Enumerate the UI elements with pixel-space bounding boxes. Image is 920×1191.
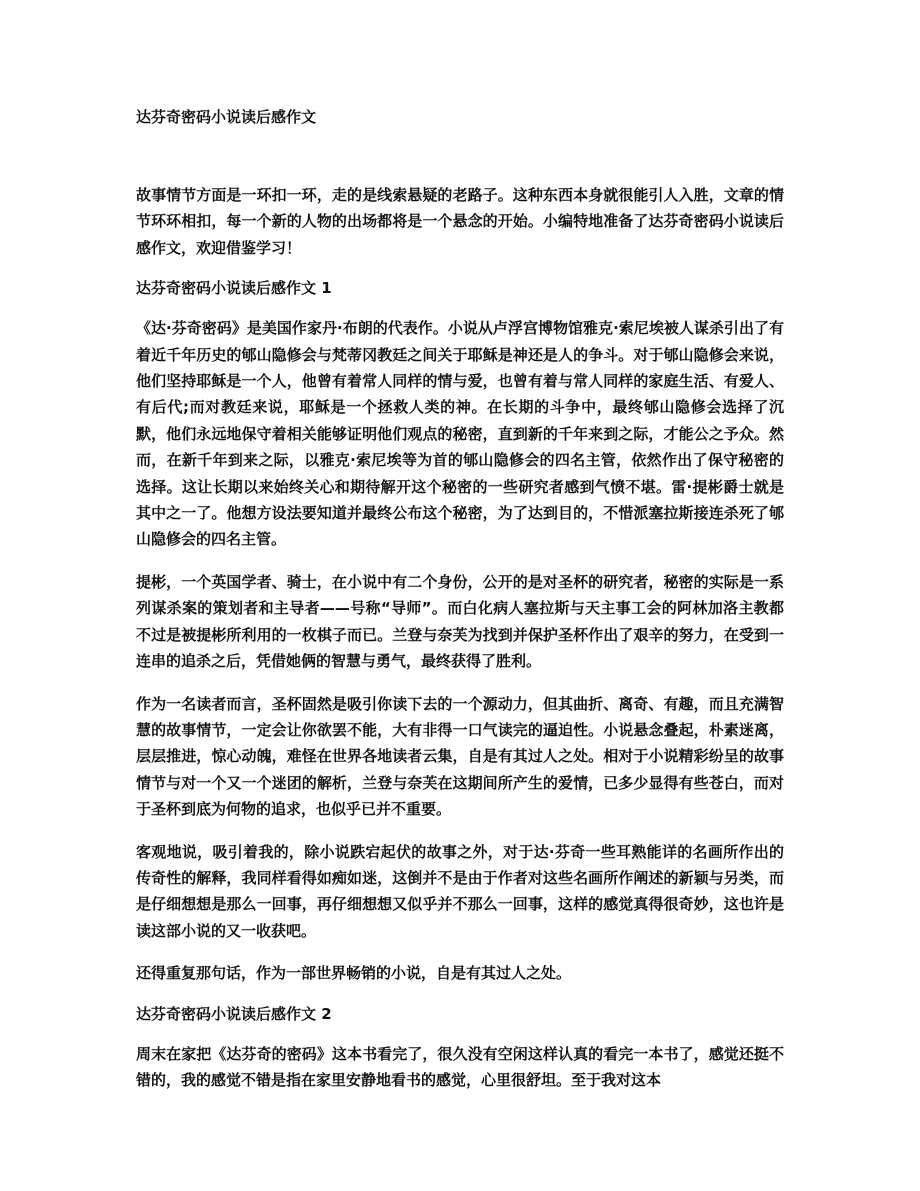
section-1-heading: 达芬奇密码小说读后感作文 1 [136,279,332,298]
section-2-paragraph-1: 周末在家把《达芬奇的密码》这本书看完了，很久没有空闲这样认真的看完一本书了，感觉还挺不错的，我的感觉不错是指在家里安静地看书的感觉，心里很舒坦。至于我对这本 [136,1044,784,1089]
document-title: 达芬奇密码小说读后感作文 [136,108,317,126]
section-2-heading: 达芬奇密码小说读后感作文 2 [136,1004,332,1023]
section-1-paragraph-5: 还得重复那句话，作为一部世界畅销的小说，自是有其过人之处。 [136,964,572,983]
section-1-paragraph-2: 提彬，一个英国学者、骑士，在小说中有二个身份，公开的是对圣杯的研究者，秘密的实际是一系列谋杀案的策划者和主导者——号称“导师”。而白化病人塞拉斯与天主事工会的阿林加洛主教都不过是被提彬所利用的一枚棋子而已。兰登与奈芙为找到并保护圣杯作出了艰辛的努力，在受到一连串的追杀之后，凭借她俩的智慧与勇气，最终获得了胜利。 [136,572,784,671]
intro-paragraph: 故事情节方面是一环扣一环，走的是线索悬疑的老路子。这种东西本身就很能引人入胜，文章的情节环环相扣，每一个新的人物的出场都将是一个悬念的开始。小编特地准备了达芬奇密码小说读后感作文，欢迎借鉴学习！ [136,186,784,257]
section-1-paragraph-3: 作为一名读者而言，圣杯固然是吸引你读下去的一个源动力，但其曲折、离奇、有趣，而且充满智慧的故事情节，一定会让你欲罢不能，大有非得一口气读完的逼迫性。小说悬念叠起，朴素迷离，层层推进，惊心动魄，难怪在世界各地读者云集，自是有其过人之处。相对于小说精彩纷呈的故事情节与对一个又一个迷团的解析，兰登与奈芙在这期间所产生的爱情，已多少显得有些苍白，而对于圣杯到底为何物的追求，也似乎已并不重要。 [136,694,784,819]
document-body [136,182,784,1109]
section-1-paragraph-1: 《达·芬奇密码》是美国作家丹·布朗的代表作。小说从卢浮宫博物馆雅克·索尼埃被人谋杀引出了有着近千年历史的郇山隐修会与梵蒂冈教廷之间关于耶稣是神还是人的争斗。对于郇山隐修会来说，他们坚持耶稣是一个人，他曾有着常人同样的情与爱，也曾有着与常人同样的家庭生活、有爱人、有后代;而对教廷来说，耶稣是一个拯救人类的神。在长期的斗争中，最终郇山隐修会选择了沉默，他们永远地保守着相关能够证明他们观点的秘密，直到新的千年来到之际，才能公之予众。然而，在新千年到来之际，以雅克·索尼埃等为首的郇山隐修会的四名主管，依然作出了保守秘密的选择。这让长期以来始终关心和期待解开这个秘密的一些研究者感到气愤不堪。雷·提彬爵士就是其中之一了。他想方设法要知道并最终公布这个秘密，为了达到目的，不惜派塞拉斯接连杀死了郇山隐修会的四名主管。 [136,319,784,549]
section-1-paragraph-4: 客观地说，吸引着我的，除小说跌宕起伏的故事之外，对于达·芬奇一些耳熟能详的名画所作出的传奇性的解释，我同样看得如痴如迷，这倒并不是由于作者对这些名画所作阐述的新颖与另类，而是仔细想想是那么一回事，再仔细想想又似乎并不那么一回事，这样的感觉真得很奇妙，这也许是读这部小说的又一收获吧。 [136,842,784,940]
